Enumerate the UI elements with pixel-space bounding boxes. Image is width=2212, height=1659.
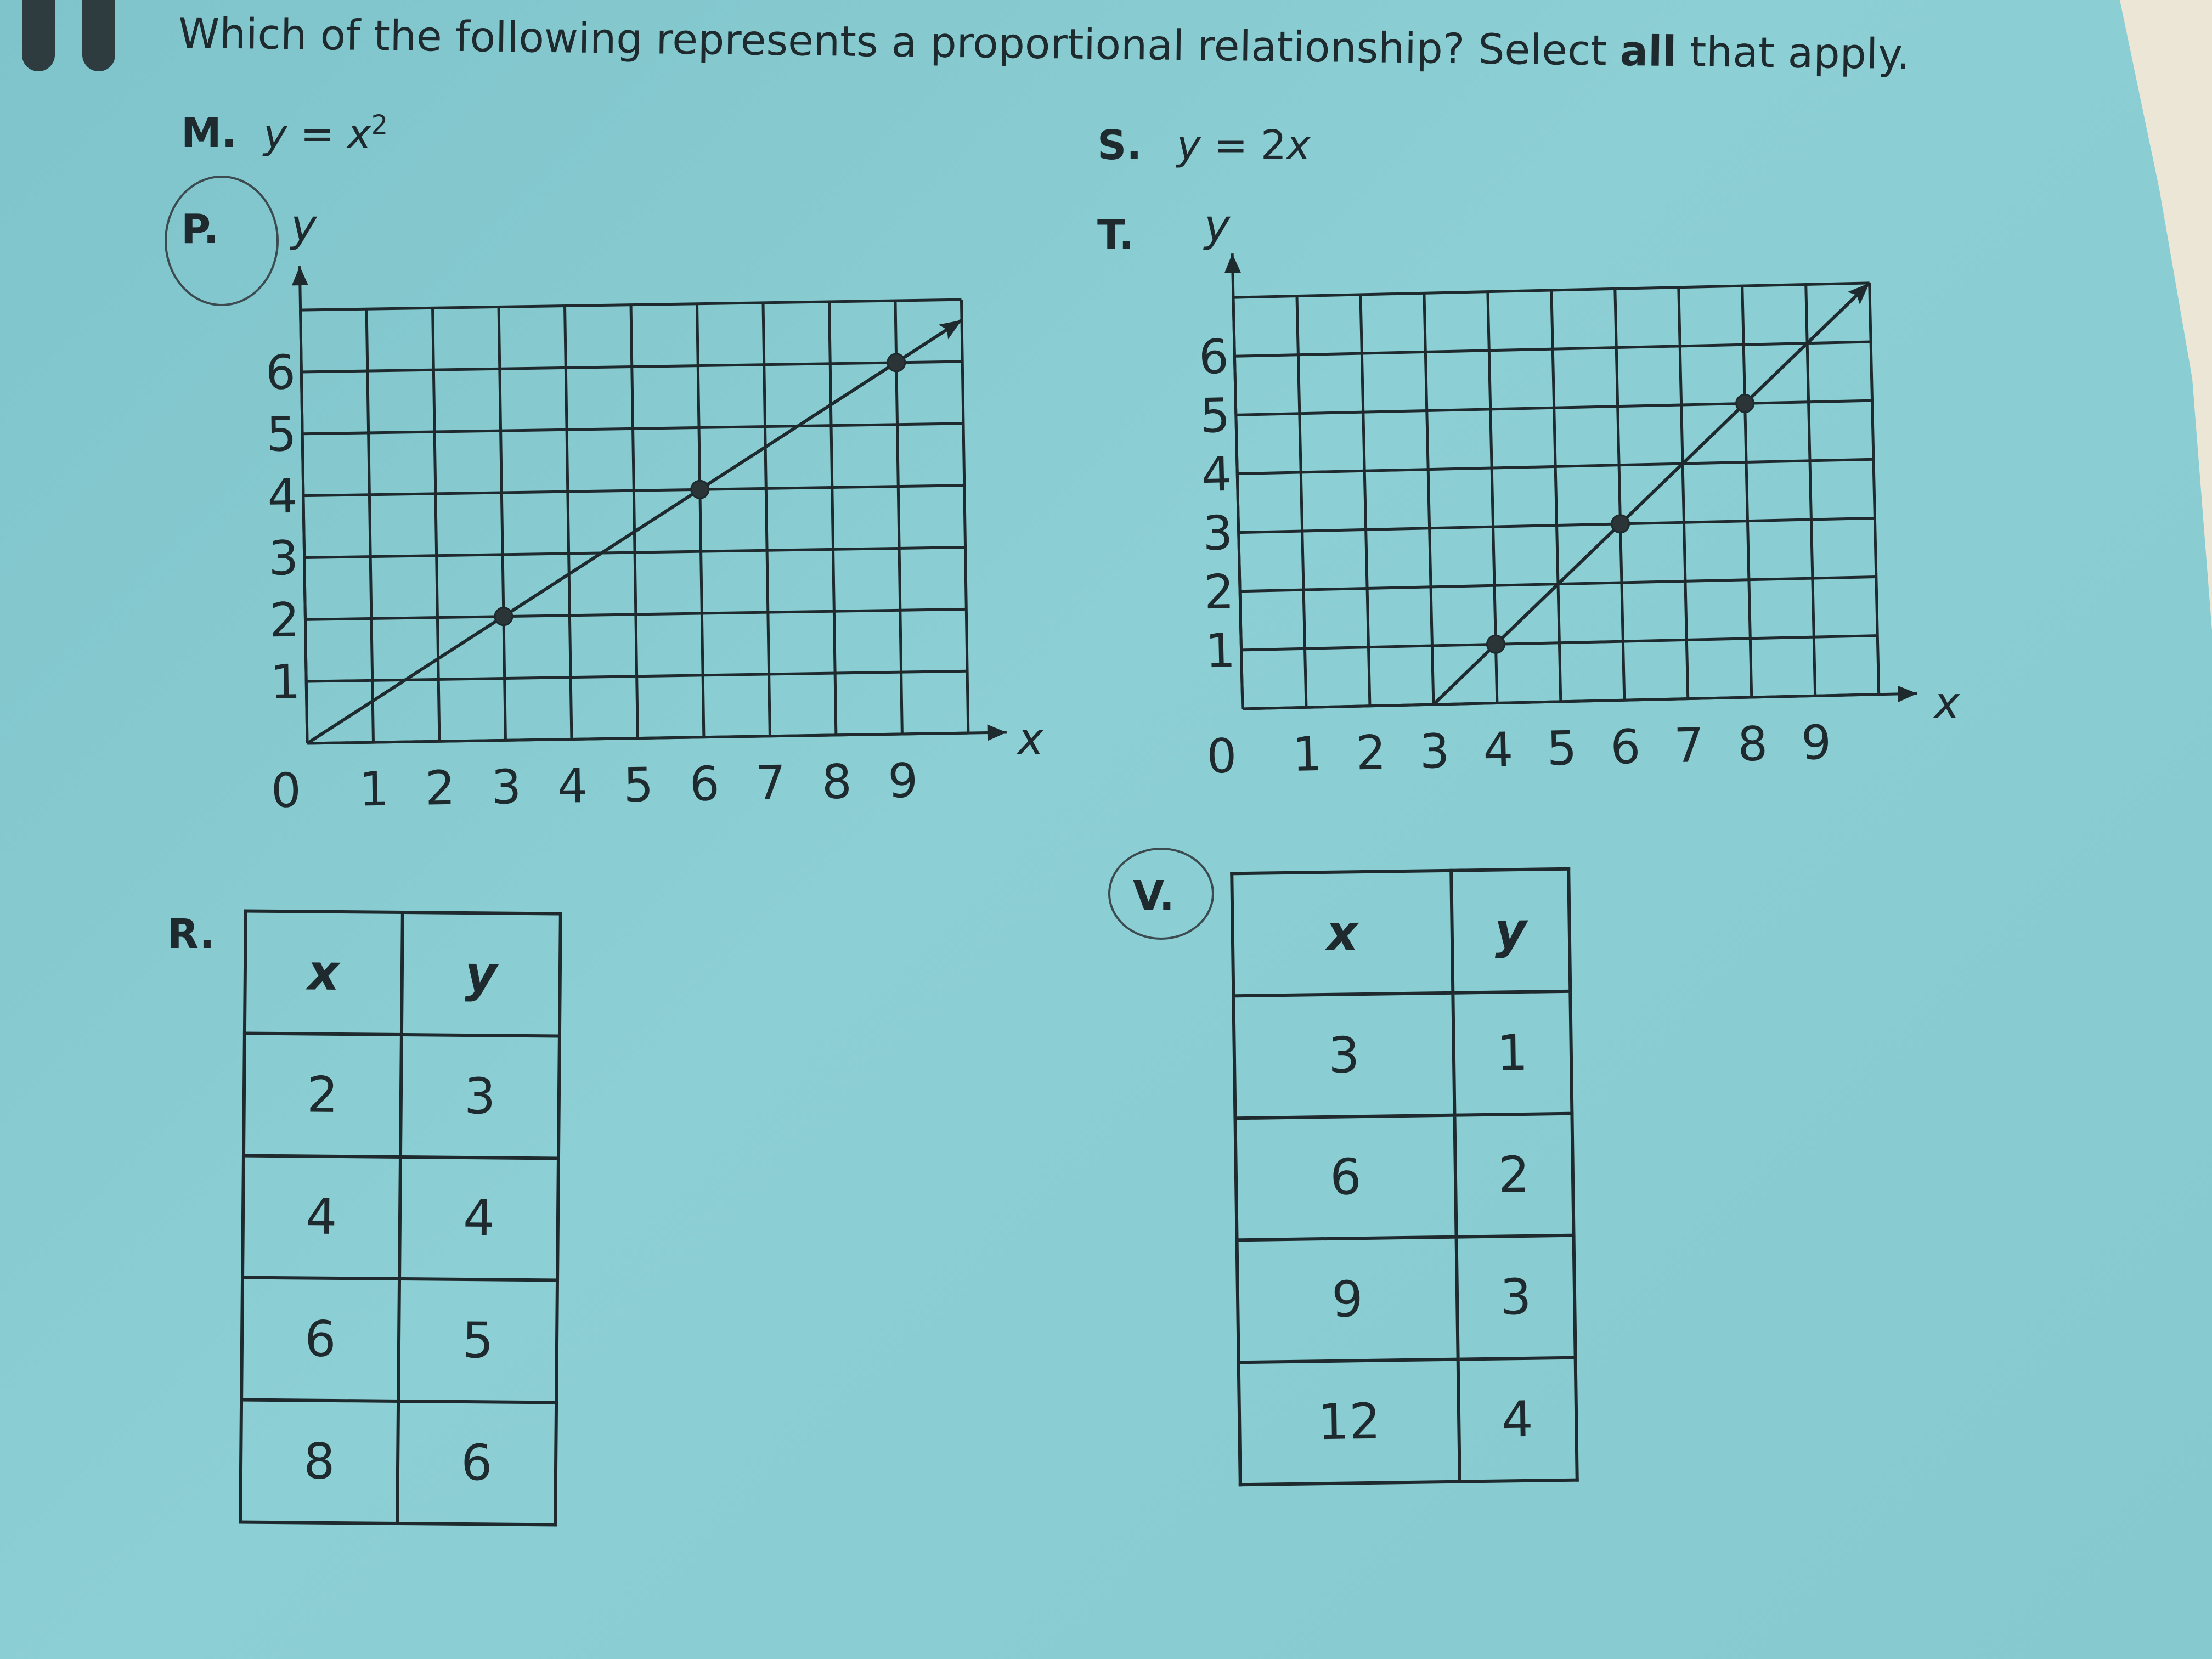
table-cell: 12 [1239,1359,1460,1485]
y-tick-label: 3 [1202,505,1234,562]
x-tick-label: 1 [358,761,390,817]
axis-y-name: y [291,200,317,251]
x-tick-label: 1 [1291,726,1323,782]
table-row [242,1155,558,1280]
var-x: x [1286,122,1311,169]
table-cell: 6 [241,1278,399,1401]
table-cell: 6 [397,1401,556,1525]
x-tick-label: 9 [1801,715,1832,771]
grid-line-vertical [1361,295,1370,706]
table-row [244,1033,560,1158]
table-row [240,1400,556,1525]
table-row [1237,1235,1576,1362]
table-cell: 3 [1456,1235,1575,1359]
y-tick-label: 2 [1203,565,1235,620]
grid-line-vertical [1615,289,1624,700]
y-tick-label: 6 [265,345,296,400]
option-p-label[interactable]: P. [181,206,219,253]
var-y: y [263,110,287,158]
question-bold: all [1620,26,1677,76]
table-cell: 3 [1233,993,1454,1118]
option-s-label[interactable]: S. [1097,122,1142,169]
x-tick-label: 5 [623,758,654,813]
y-tick-label: 2 [269,592,300,648]
x-tick-label: 6 [1610,719,1641,775]
option-m-label[interactable]: M. [181,110,237,157]
data-point [1736,394,1754,413]
axis-x-name: x [1934,678,1960,729]
equals-coefficient: = 2 [1200,122,1286,169]
question-after: that apply. [1676,27,1910,79]
option-r-label[interactable]: R. [167,911,215,958]
var-y: y [1177,122,1201,169]
table-cell: 4 [399,1157,558,1280]
x-tick-label: 8 [1737,716,1769,772]
grid-line-vertical [1297,296,1306,708]
table-cell: 2 [244,1033,402,1156]
y-tick-label: 4 [1200,447,1232,503]
table-header-y: y [1451,869,1570,993]
table-header-x: x [245,911,403,1035]
table-cell: 6 [1235,1115,1456,1240]
var-x: x [347,110,371,158]
table-header-row [245,911,561,1036]
y-tick-label: 5 [1199,388,1231,444]
grid-line-vertical [1424,293,1434,704]
y-axis-arrow [1224,253,1241,273]
axis-y-name: y [1204,200,1231,251]
x-tick-label: 9 [887,753,918,809]
table-header-row [1232,869,1570,996]
y-tick-label: 5 [266,407,297,462]
exponent: 2 [371,110,388,140]
x-tick-label: 7 [755,755,786,811]
x-tick-label: 4 [557,758,588,814]
x-axis-arrow [1898,685,1917,702]
y-tick-label: 1 [270,654,301,710]
table-cell: 2 [1454,1113,1573,1237]
x-tick-label: 7 [1673,718,1705,774]
table-row [1233,991,1572,1118]
x-tick-label: 3 [1419,724,1451,780]
table-header-x: x [1232,871,1453,996]
table-cell: 5 [398,1279,557,1402]
table-cell: 1 [1453,991,1572,1115]
x-tick-label: 0 [270,763,302,819]
x-axis [1243,693,1917,709]
table-cell: 4 [1458,1358,1577,1482]
y-tick-label: 3 [268,531,299,586]
table-row [1239,1358,1577,1485]
grid-line-vertical [1679,287,1688,699]
grid-line-vertical [1742,286,1752,697]
x-tick-label: 6 [689,757,720,812]
equals: = [287,110,347,158]
x-tick-label: 4 [1482,722,1514,778]
data-point [1611,515,1629,533]
x-tick-label: 5 [1546,721,1578,777]
table-row [241,1278,557,1403]
table-row [1235,1113,1573,1240]
grid-line-vertical [1870,283,1879,695]
x-tick-label: 2 [1355,725,1387,781]
axis-x-name: x [1018,713,1044,764]
x-tick-label: 8 [821,754,853,810]
grid-line-vertical [1551,290,1561,702]
table-cell: 9 [1237,1237,1458,1362]
table-cell: 8 [240,1400,398,1523]
table-r [239,909,562,1526]
x-tick-label: 3 [490,759,522,815]
question-before: Which of the following represents a proportional relationship? Select [178,8,1621,75]
x-tick-label: 0 [1206,729,1238,785]
x-tick-label: 2 [425,760,456,816]
option-v-label[interactable]: V. [1133,872,1175,919]
chart-group [1195,238,1919,784]
table-cell: 3 [400,1035,560,1158]
data-point [1487,635,1505,653]
option-t-label[interactable]: T. [1097,211,1135,258]
grid-line-vertical [1806,285,1815,696]
table-v [1230,867,1579,1487]
table-header-y: y [402,912,561,1036]
y-tick-label: 6 [1198,329,1229,385]
table-cell: 4 [242,1155,400,1279]
y-tick-label: 1 [1205,623,1237,679]
y-tick-label: 4 [267,469,298,524]
